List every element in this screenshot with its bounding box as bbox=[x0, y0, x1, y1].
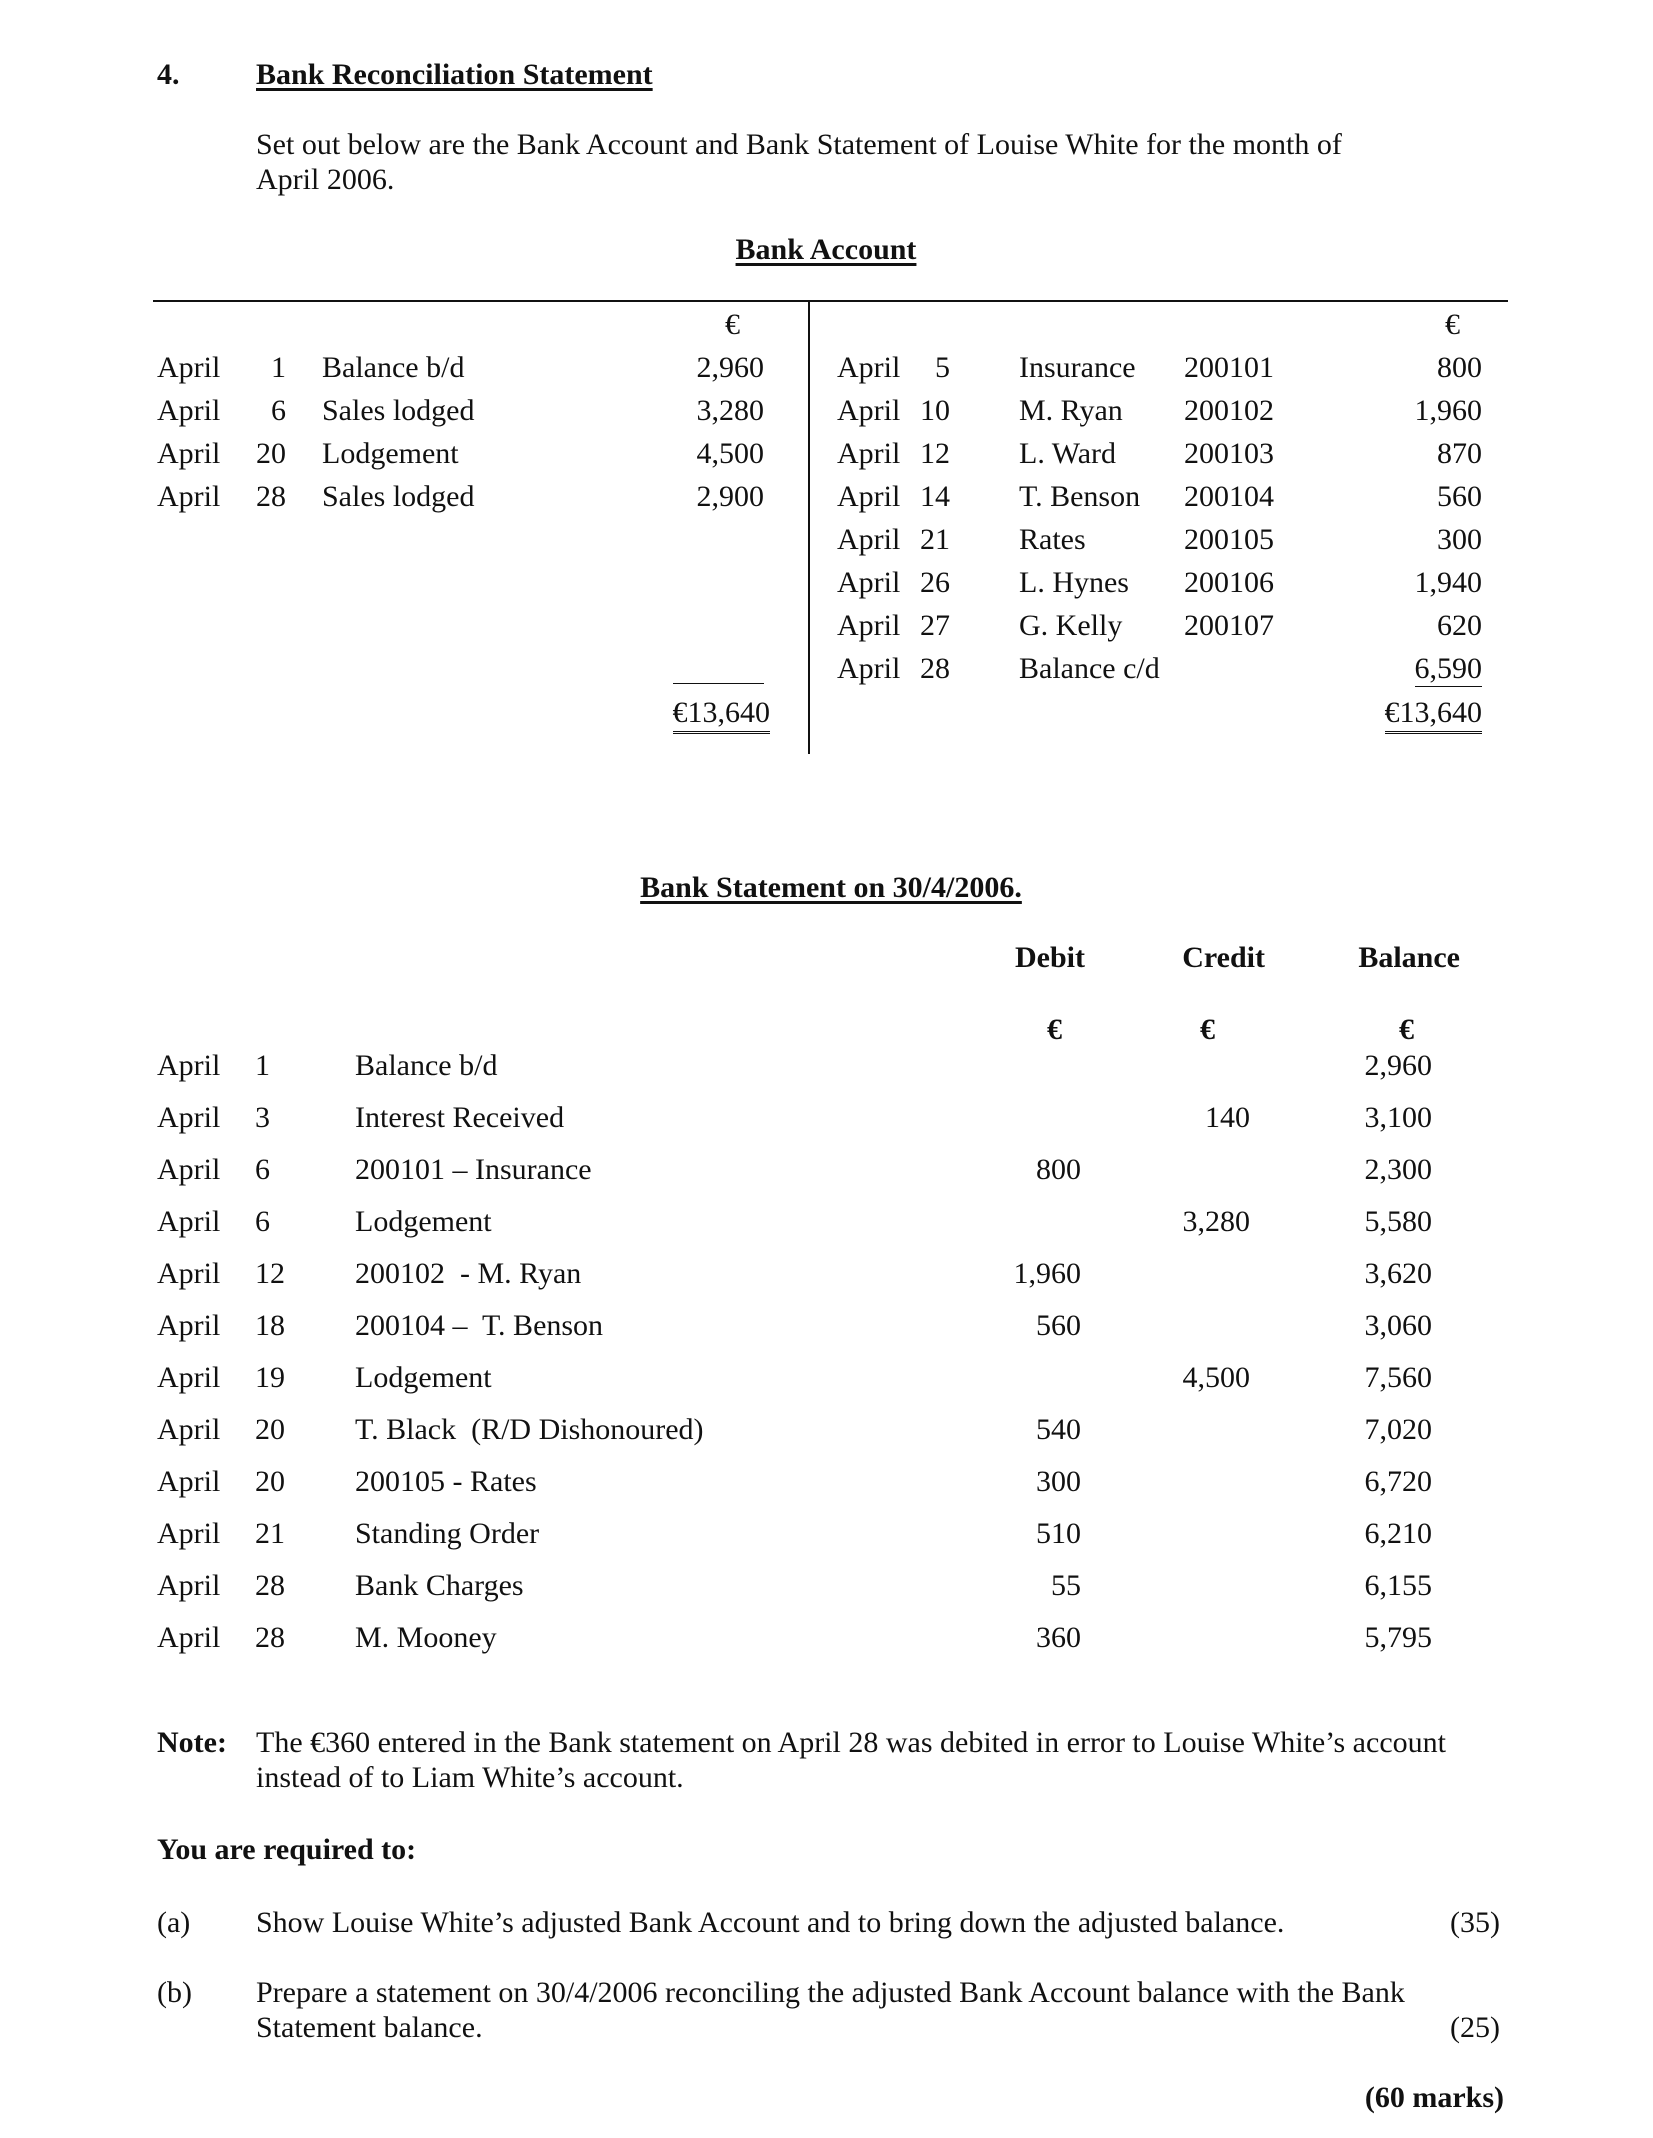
intro-line-1: Set out below are the Bank Account and Bank Statement of Louise White for the month of bbox=[256, 128, 1342, 161]
credit-month: April bbox=[837, 566, 901, 599]
row-detail: 200105 - Rates bbox=[355, 1465, 537, 1498]
row-debit: 540 bbox=[1036, 1413, 1081, 1446]
credit-detail: L. Ward bbox=[1019, 437, 1117, 470]
note-line-2: instead of to Liam White’s account. bbox=[256, 1761, 684, 1794]
row-balance: 2,960 bbox=[1364, 1049, 1432, 1082]
debit-month: April bbox=[157, 437, 221, 470]
debit-amount: 3,280 bbox=[696, 394, 764, 427]
debit-amount: 4,500 bbox=[696, 437, 764, 470]
row-balance: 6,210 bbox=[1364, 1517, 1432, 1550]
debit-detail: Sales lodged bbox=[322, 480, 475, 513]
debit-total-wrap bbox=[600, 698, 770, 728]
credit-ref: 200103 bbox=[1184, 437, 1274, 470]
header-debit: Debit bbox=[1015, 941, 1085, 974]
credit-ref: 200104 bbox=[1184, 480, 1274, 513]
credit-total-wrap bbox=[1310, 698, 1482, 728]
credit-ref: 200101 bbox=[1184, 351, 1274, 384]
row-detail: 200101 – Insurance bbox=[355, 1153, 592, 1186]
row-month: April bbox=[157, 1049, 221, 1082]
credit-amount: 1,940 bbox=[1414, 566, 1482, 599]
credit-ref: 200102 bbox=[1184, 394, 1274, 427]
credit-day: 28 bbox=[920, 652, 950, 685]
row-balance: 3,100 bbox=[1364, 1101, 1432, 1134]
total-marks: (60 marks) bbox=[1364, 2081, 1504, 2114]
debit-amount: 2,900 bbox=[696, 480, 764, 513]
row-detail: Bank Charges bbox=[355, 1569, 524, 1602]
intro-line-2: April 2006. bbox=[256, 163, 395, 196]
row-day: 20 bbox=[255, 1413, 285, 1446]
row-day: 3 bbox=[255, 1101, 270, 1134]
row-debit: 560 bbox=[1036, 1309, 1081, 1342]
row-day: 12 bbox=[255, 1257, 285, 1290]
credit-month: April bbox=[837, 652, 901, 685]
credit-amount: 6,590 bbox=[1414, 652, 1482, 685]
row-month: April bbox=[157, 1257, 221, 1290]
credit-month: April bbox=[837, 523, 901, 556]
credit-amount: 870 bbox=[1437, 437, 1482, 470]
row-debit: 300 bbox=[1036, 1465, 1081, 1498]
row-debit: 360 bbox=[1036, 1621, 1081, 1654]
row-detail: 200102 - M. Ryan bbox=[355, 1257, 582, 1290]
debit-currency-symbol: € bbox=[1047, 1013, 1062, 1046]
row-debit: 1,960 bbox=[1013, 1257, 1081, 1290]
credit-amount: 300 bbox=[1437, 523, 1482, 556]
credit-month: April bbox=[837, 437, 901, 470]
item-a-label: (a) bbox=[157, 1906, 191, 1939]
debit-month: April bbox=[157, 394, 221, 427]
note-line-1: The €360 entered in the Bank statement on April 28 was debited in error to Louise White’s account bbox=[256, 1726, 1446, 1759]
credit-currency: € bbox=[1445, 308, 1460, 341]
row-day: 20 bbox=[255, 1465, 285, 1498]
row-month: April bbox=[157, 1465, 221, 1498]
row-balance: 3,060 bbox=[1364, 1309, 1432, 1342]
row-balance: 3,620 bbox=[1364, 1257, 1432, 1290]
bank-account-title: Bank Account bbox=[735, 233, 917, 266]
debit-detail: Sales lodged bbox=[322, 394, 475, 427]
row-credit: 3,280 bbox=[1182, 1205, 1250, 1238]
row-balance: 7,020 bbox=[1364, 1413, 1432, 1446]
credit-day: 26 bbox=[920, 566, 950, 599]
row-month: April bbox=[157, 1621, 221, 1654]
item-b-text-line-1: Prepare a statement on 30/4/2006 reconciling the adjusted Bank Account balance with the Bank bbox=[256, 1976, 1405, 2009]
row-day: 19 bbox=[255, 1361, 285, 1394]
row-balance: 6,720 bbox=[1364, 1465, 1432, 1498]
t-account-center-rule bbox=[808, 301, 810, 754]
credit-detail: Balance c/d bbox=[1019, 652, 1160, 685]
question-title: Bank Reconciliation Statement bbox=[256, 58, 653, 91]
row-debit: 510 bbox=[1036, 1517, 1081, 1550]
credit-month: April bbox=[837, 351, 901, 384]
row-debit: 55 bbox=[1051, 1569, 1081, 1602]
credit-detail: G. Kelly bbox=[1019, 609, 1123, 642]
debit-day: 28 bbox=[256, 480, 286, 513]
debit-month: April bbox=[157, 351, 221, 384]
credit-day: 5 bbox=[935, 351, 950, 384]
credit-amount: 560 bbox=[1437, 480, 1482, 513]
credit-amount: 620 bbox=[1437, 609, 1482, 642]
credit-month: April bbox=[837, 480, 901, 513]
note-label: Note: bbox=[157, 1726, 227, 1759]
row-day: 28 bbox=[255, 1621, 285, 1654]
credit-ref: 200106 bbox=[1184, 566, 1274, 599]
item-a-marks: (35) bbox=[1450, 1906, 1500, 1939]
row-detail: Balance b/d bbox=[355, 1049, 498, 1082]
row-day: 6 bbox=[255, 1205, 270, 1238]
header-balance: Balance bbox=[1358, 941, 1460, 974]
row-month: April bbox=[157, 1153, 221, 1186]
credit-month: April bbox=[837, 609, 901, 642]
row-balance: 5,795 bbox=[1364, 1621, 1432, 1654]
row-month: April bbox=[157, 1361, 221, 1394]
item-b-marks: (25) bbox=[1450, 2011, 1500, 2044]
row-month: April bbox=[157, 1101, 221, 1134]
required-heading: You are required to: bbox=[157, 1833, 417, 1866]
row-detail: T. Black (R/D Dishonoured) bbox=[355, 1413, 704, 1446]
debit-day: 6 bbox=[271, 394, 286, 427]
debit-total-rule bbox=[673, 683, 764, 684]
item-a-text: Show Louise White’s adjusted Bank Account and to bring down the adjusted balance. bbox=[256, 1906, 1285, 1939]
credit-balance-wrap bbox=[1330, 654, 1482, 684]
row-balance: 7,560 bbox=[1364, 1361, 1432, 1394]
debit-currency: € bbox=[725, 308, 740, 341]
credit-currency-symbol: € bbox=[1200, 1013, 1215, 1046]
row-credit: 4,500 bbox=[1182, 1361, 1250, 1394]
row-month: April bbox=[157, 1517, 221, 1550]
credit-day: 14 bbox=[920, 480, 950, 513]
credit-amount: 800 bbox=[1437, 351, 1482, 384]
row-day: 6 bbox=[255, 1153, 270, 1186]
credit-detail: Rates bbox=[1019, 523, 1086, 556]
row-day: 18 bbox=[255, 1309, 285, 1342]
credit-day: 21 bbox=[920, 523, 950, 556]
credit-day: 27 bbox=[920, 609, 950, 642]
credit-total: €13,640 bbox=[1385, 696, 1483, 734]
row-balance: 6,155 bbox=[1364, 1569, 1432, 1602]
header-credit: Credit bbox=[1182, 941, 1265, 974]
row-debit: 800 bbox=[1036, 1153, 1081, 1186]
row-detail: Lodgement bbox=[355, 1361, 492, 1394]
credit-detail: T. Benson bbox=[1019, 480, 1141, 513]
credit-detail: Insurance bbox=[1019, 351, 1136, 384]
bank-statement-title: Bank Statement on 30/4/2006. bbox=[640, 871, 1022, 904]
credit-month: April bbox=[837, 394, 901, 427]
debit-day: 1 bbox=[271, 351, 286, 384]
row-month: April bbox=[157, 1569, 221, 1602]
row-month: April bbox=[157, 1309, 221, 1342]
row-detail: Standing Order bbox=[355, 1517, 540, 1550]
row-balance: 5,580 bbox=[1364, 1205, 1432, 1238]
debit-day: 20 bbox=[256, 437, 286, 470]
row-detail: 200104 – T. Benson bbox=[355, 1309, 604, 1342]
row-month: April bbox=[157, 1413, 221, 1446]
credit-day: 12 bbox=[920, 437, 950, 470]
credit-ref: 200107 bbox=[1184, 609, 1274, 642]
row-detail: Interest Received bbox=[355, 1101, 565, 1134]
t-account-top-rule bbox=[153, 300, 1508, 302]
debit-month: April bbox=[157, 480, 221, 513]
credit-detail: M. Ryan bbox=[1019, 394, 1123, 427]
debit-detail: Lodgement bbox=[322, 437, 459, 470]
row-balance: 2,300 bbox=[1364, 1153, 1432, 1186]
row-detail: M. Mooney bbox=[355, 1621, 497, 1654]
item-b-label: (b) bbox=[157, 1976, 192, 2009]
debit-detail: Balance b/d bbox=[322, 351, 465, 384]
credit-detail: L. Hynes bbox=[1019, 566, 1129, 599]
row-day: 28 bbox=[255, 1569, 285, 1602]
row-day: 1 bbox=[255, 1049, 270, 1082]
question-number: 4. bbox=[157, 58, 180, 91]
credit-day: 10 bbox=[920, 394, 950, 427]
balance-currency-symbol: € bbox=[1399, 1013, 1414, 1046]
debit-amount: 2,960 bbox=[696, 351, 764, 384]
row-day: 21 bbox=[255, 1517, 285, 1550]
credit-amount: 1,960 bbox=[1414, 394, 1482, 427]
row-detail: Lodgement bbox=[355, 1205, 492, 1238]
credit-ref: 200105 bbox=[1184, 523, 1274, 556]
debit-total: €13,640 bbox=[673, 696, 771, 734]
row-month: April bbox=[157, 1205, 221, 1238]
item-b-text-line-2: Statement balance. bbox=[256, 2011, 483, 2044]
row-credit: 140 bbox=[1205, 1101, 1250, 1134]
